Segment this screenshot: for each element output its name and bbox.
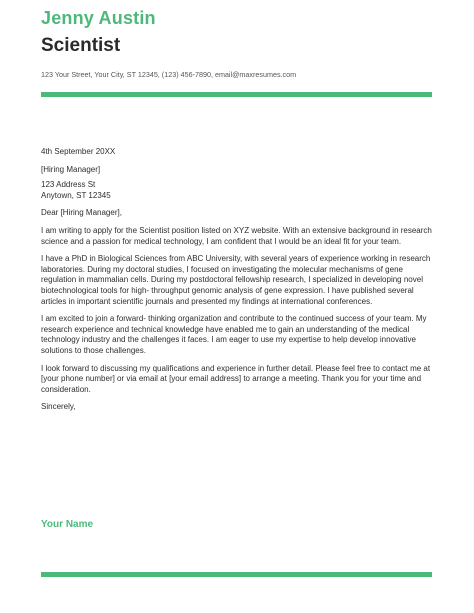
paragraph-motivation: I am excited to join a forward- thinking organization and contribute to the continued success of your team. My research experience and technical knowledge have enabled me to gain an understanding of the medical technology industry and the challenges it faces. I am eager to use my expertise to help develop innovative solutions to those challenges. xyxy=(41,314,427,355)
footer-divider xyxy=(41,572,432,577)
applicant-name: Jenny Austin xyxy=(41,8,156,28)
recipient-address xyxy=(41,165,432,202)
contact-info: 123 Your Street, Your City, ST 12345, (123) 456-7890, email@maxresumes.com xyxy=(41,70,297,79)
address-line-2: Anytown, ST 12345 xyxy=(41,190,111,200)
closing-line: Sincerely, xyxy=(41,402,76,412)
letter-date: 4th September 20XX xyxy=(41,147,116,156)
paragraph-intro: I am writing to apply for the Scientist position listed on XYZ website. With an extensive background in research science and a passion for medical technology, I am confident that I would be an ideal fit for your team. xyxy=(41,225,432,246)
paragraph-background: I have a PhD in Biological Sciences from ABC University, with several years of experience working in research laboratories. During my doctoral studies, I focused on investigating the molecular mechanisms of gene regulation in mammalian cells. During my postdoctoral fellowship research, I specialized in developing novel biotechnological tools for high- throughput genomic analysis of gene expression. I have published several articles in important scientific journals and presented my findings at international conferences. xyxy=(41,254,431,306)
recipient-name: [Hiring Manager] xyxy=(41,164,101,174)
job-title: Scientist xyxy=(41,35,121,56)
header-divider xyxy=(41,92,432,97)
address-line-1: 123 Address St xyxy=(41,180,96,190)
letter-body xyxy=(41,147,432,420)
salutation: Dear [Hiring Manager], xyxy=(41,208,122,218)
signature-name: Your Name xyxy=(41,519,94,530)
paragraph-closing: I look forward to discussing my qualifications and experience in further detail. Please feel free to contact me at [your phone number] or via email at [your email address] to arrange a meeting. Thank you for your time and consideration. xyxy=(41,363,431,394)
